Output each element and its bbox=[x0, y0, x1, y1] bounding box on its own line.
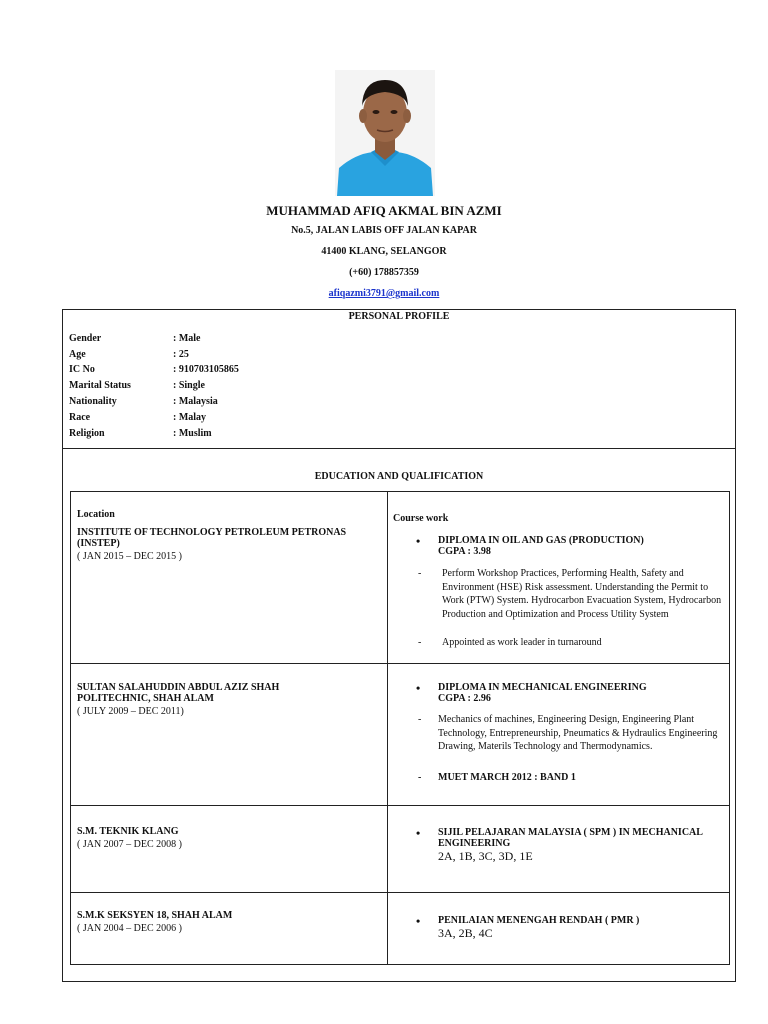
dash-icon: - bbox=[418, 568, 422, 579]
qualification-title: PENILAIAN MENENGAH RENDAH ( PMR ) bbox=[438, 915, 640, 926]
dash-icon: - bbox=[418, 772, 422, 783]
qualification-item bbox=[416, 826, 718, 864]
qualification-grade: 3A, 2B, 4C bbox=[438, 926, 493, 940]
personal-profile-title: PERSONAL PROFILE bbox=[348, 311, 450, 322]
location-header: Location bbox=[77, 509, 115, 520]
course-note-text: MUET MARCH 2012 : BAND 1 bbox=[438, 772, 576, 783]
qualification-item bbox=[416, 681, 718, 704]
education-title: EDUCATION AND QUALIFICATION bbox=[314, 471, 484, 482]
profile-value: : Single bbox=[173, 380, 205, 391]
qualification-title: SIJIL PELAJARAN MALAYSIA ( SPM ) IN MECHANICAL ENGINEERING bbox=[438, 827, 703, 849]
coursework-header: Course work bbox=[393, 513, 449, 524]
education-entry-instep bbox=[77, 527, 347, 562]
profile-label: Gender bbox=[69, 333, 102, 344]
qualification-title: DIPLOMA IN MECHANICAL ENGINEERING bbox=[438, 682, 647, 693]
school-name: SULTAN SALAHUDDIN ABDUL AZIZ SHAH POLITECHNIC, SHAH ALAM bbox=[77, 682, 280, 704]
qualification-item bbox=[416, 534, 718, 557]
qualification-grade: CGPA : 3.98 bbox=[438, 546, 491, 557]
school-name: S.M. TEKNIK KLANG bbox=[77, 826, 179, 837]
address-line-2: 41400 KLANG, SELANGOR bbox=[321, 246, 447, 257]
profile-label: Age bbox=[69, 349, 86, 360]
personal-profile-section bbox=[62, 309, 736, 449]
bullet-icon: • bbox=[416, 914, 421, 928]
portrait-icon bbox=[335, 70, 435, 196]
study-period: ( JAN 2004 – DEC 2006 ) bbox=[77, 923, 182, 934]
profile-label: IC No bbox=[69, 364, 95, 375]
education-table bbox=[70, 491, 730, 965]
profile-label: Race bbox=[69, 412, 91, 423]
profile-row-marital-status bbox=[69, 378, 205, 394]
profile-row-ic-no bbox=[69, 362, 239, 378]
profile-value: : Malaysia bbox=[173, 396, 218, 407]
education-entry-polytechnic bbox=[77, 682, 347, 717]
course-note bbox=[418, 771, 718, 785]
bullet-icon: • bbox=[416, 681, 421, 695]
course-note-text: Appointed as work leader in turnaround bbox=[442, 637, 602, 648]
row-divider bbox=[71, 892, 729, 893]
course-note-text: Mechanics of machines, Engineering Design, Engineering Plant Technology, Entrepreneurship, Pneumatics & Hydraulics Engineering Drawing, Materils Technology and Thermodynamics. bbox=[438, 714, 718, 752]
education-entry-smtk bbox=[77, 826, 347, 850]
school-name: S.M.K SEKSYEN 18, SHAH ALAM bbox=[77, 910, 233, 921]
course-note bbox=[418, 567, 722, 621]
address-line-1: No.5, JALAN LABIS OFF JALAN KAPAR bbox=[291, 225, 477, 236]
study-period: ( JAN 2007 – DEC 2008 ) bbox=[77, 839, 182, 850]
profile-row-nationality bbox=[69, 394, 218, 410]
education-section bbox=[62, 449, 736, 982]
profile-value: : Male bbox=[173, 333, 201, 344]
profile-photo bbox=[335, 70, 435, 196]
dash-icon: - bbox=[418, 714, 422, 725]
row-divider bbox=[71, 805, 729, 806]
school-name: INSTITUTE OF TECHNOLOGY PETROLEUM PETRONAS (INSTEP) bbox=[77, 527, 347, 549]
qualification-item bbox=[416, 914, 718, 941]
column-divider bbox=[387, 492, 388, 964]
dash-icon: - bbox=[418, 637, 422, 648]
profile-row-religion bbox=[69, 426, 212, 442]
phone-number: (+60) 178857359 bbox=[349, 267, 419, 278]
profile-value: : 910703105865 bbox=[173, 364, 239, 375]
study-period: ( JULY 2009 – DEC 2011) bbox=[77, 706, 184, 717]
course-note bbox=[418, 636, 722, 650]
qualification-title: DIPLOMA IN OIL AND GAS (PRODUCTION) bbox=[438, 535, 644, 546]
bullet-icon: • bbox=[416, 826, 421, 840]
email-link[interactable]: afiqazmi3791@gmail.com bbox=[328, 288, 440, 299]
education-entry-smk bbox=[77, 910, 347, 934]
profile-value: : Muslim bbox=[173, 428, 212, 439]
contact-header bbox=[0, 200, 768, 304]
study-period: ( JAN 2015 – DEC 2015 ) bbox=[77, 551, 182, 562]
profile-row-age bbox=[69, 347, 189, 363]
qualification-grade: CGPA : 2.96 bbox=[438, 693, 491, 704]
profile-row-race bbox=[69, 410, 206, 426]
profile-label: Marital Status bbox=[69, 380, 131, 391]
qualification-grade: 2A, 1B, 3C, 3D, 1E bbox=[438, 849, 533, 863]
course-note-text: Perform Workshop Practices, Performing Health, Safety and Environment (HSE) Risk assessment. Understanding the Permit to Work (PTW) System. Hydrocarbon Evacuation System, Hydrocarbon Production and Optimization and Process Utility System bbox=[442, 568, 722, 620]
profile-label: Religion bbox=[69, 428, 105, 439]
profile-value: : 25 bbox=[173, 349, 189, 360]
course-note bbox=[418, 713, 718, 754]
profile-value: : Malay bbox=[173, 412, 207, 423]
bullet-icon: • bbox=[416, 534, 421, 548]
full-name: MUHAMMAD AFIQ AKMAL BIN AZMI bbox=[266, 203, 502, 218]
profile-label: Nationality bbox=[69, 396, 117, 407]
profile-row-gender bbox=[69, 331, 201, 347]
row-divider bbox=[71, 663, 729, 664]
